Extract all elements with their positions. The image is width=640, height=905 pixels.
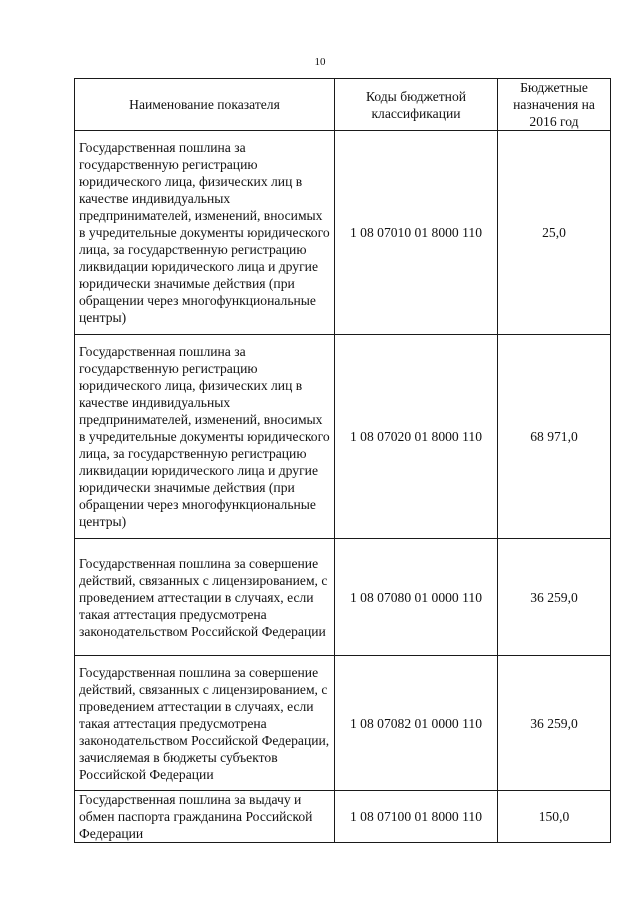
header-row [75, 79, 611, 131]
row-amount: 36 259,0 [498, 539, 611, 656]
row-name: Государственная пошлина за выдачу и обмен паспорта гражданина Российской Федерации [75, 791, 335, 843]
row-amount: 68 971,0 [498, 335, 611, 539]
row-code: 1 08 07020 01 8000 110 [335, 335, 498, 539]
row-amount: 36 259,0 [498, 656, 611, 791]
row-amount: 150,0 [498, 791, 611, 843]
row-code: 1 08 07100 01 8000 110 [335, 791, 498, 843]
row-amount: 25,0 [498, 131, 611, 335]
row-code: 1 08 07082 01 0000 110 [335, 656, 498, 791]
table-row [75, 656, 611, 791]
row-code: 1 08 07010 01 8000 110 [335, 131, 498, 335]
header-amount: Бюджетные назначения на 2016 год [498, 79, 611, 131]
budget-table [74, 78, 611, 843]
table-row [75, 335, 611, 539]
table-row [75, 131, 611, 335]
row-name: Государственная пошлина за государственную регистрацию юридического лица, физических лиц в качестве индивидуальных предпринимателей, изменений, вносимых в учредительные документы юридического лица, за государственную регистрацию ликвидации юридического лица и другие юридически значимые действия (при обращении через многофункциональные центры) [75, 335, 335, 539]
table-body [75, 131, 611, 843]
row-name: Государственная пошлина за совершение действий, связанных с лицензированием, с проведением аттестации в случаях, если такая аттестация предусмотрена законодательством Российской Федерации [75, 539, 335, 656]
table-row [75, 791, 611, 843]
header-code: Коды бюджетной классификации [335, 79, 498, 131]
page-number: 10 [314, 56, 326, 68]
row-name: Государственная пошлина за государственную регистрацию юридического лица, физических лиц в качестве индивидуальных предпринимателей, изменений, вносимых в учредительные документы юридического лица, за государственную регистрацию ликвидации юридического лица и другие юридически значимые действия (при обращении через многофункциональные центры) [75, 131, 335, 335]
row-code: 1 08 07080 01 0000 110 [335, 539, 498, 656]
header-name: Наименование показателя [75, 79, 335, 131]
table-row [75, 539, 611, 656]
row-name: Государственная пошлина за совершение действий, связанных с лицензированием, с проведением аттестации в случаях, если такая аттестация предусмотрена законодательством Российской Федерации, зачисляемая в бюджеты субъектов Российской Федерации [75, 656, 335, 791]
table-header [75, 79, 611, 131]
